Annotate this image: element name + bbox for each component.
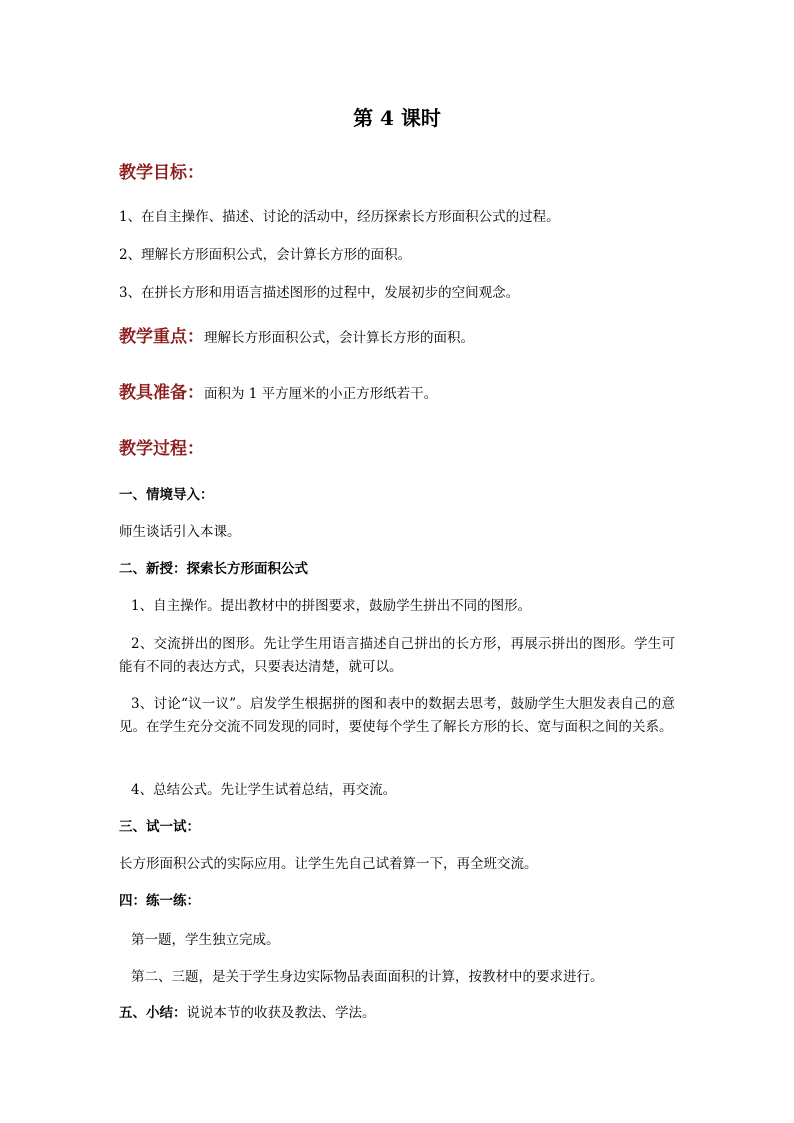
objective-item: 1、在自主操作、描述、讨论的活动中，经历探索长方形面积公式的过程。 — [119, 209, 560, 225]
process-heading: 教学过程： — [119, 439, 204, 459]
section2-item: 4、总结公式。先让学生试着总结，再交流。 — [131, 782, 397, 798]
section3-text: 长方形面积公式的实际应用。让学生先自己试着算一下，再全班交流。 — [119, 856, 538, 872]
section5-text: 说说本节的收获及教法、学法。 — [186, 1005, 376, 1021]
materials-heading: 教具准备： — [119, 383, 204, 403]
section2-item: 3、讨论“议一议”。启发学生根据拼的图和表中的数据去思考，鼓励学生大胆发表自己的意见。在学生充分交流不同发现的同时，要使每个学生了解长方形的长、宽与面积之间的关系。 — [119, 696, 675, 735]
section4-item: 第二、三题，是关于学生身边实际物品表面面积的计算，按教材中的要求进行。 — [131, 969, 604, 985]
key-point-heading: 教学重点： — [119, 327, 204, 347]
key-point-text: 理解长方形面积公式，会计算长方形的面积。 — [204, 330, 474, 346]
section1-heading: 一、情境导入： — [119, 487, 214, 503]
materials-row — [119, 382, 675, 406]
page-title: 第 4 课时 — [353, 106, 441, 130]
section5-row — [119, 1002, 675, 1025]
key-point-row — [119, 326, 675, 350]
section4-heading: 四：练一练： — [119, 893, 200, 909]
section2-item: 2、交流拼出的图形。先让学生用语言描述自己拼出的长方形，再展示拼出的图形。学生可能有不同的表达方式，只要表达清楚，就可以。 — [119, 636, 675, 675]
section5-heading: 五、小结： — [119, 1005, 187, 1021]
objective-item: 3、在拼长方形和用语言描述图形的过程中，发展初步的空间观念。 — [119, 285, 520, 301]
objective-item: 2、理解长方形面积公式，会计算长方形的面积。 — [119, 247, 412, 263]
section3-heading: 三、试一试： — [119, 819, 200, 835]
materials-text: 面积为 1 平方厘米的小正方形纸若干。 — [204, 386, 438, 402]
section1-text: 师生谈话引入本课。 — [119, 524, 241, 540]
section2-heading: 二、新授：探索长方形面积公式 — [119, 561, 308, 577]
section2-item: 1、自主操作。提出教材中的拼图要求，鼓励学生拼出不同的图形。 — [131, 598, 532, 614]
objectives-heading: 教学目标： — [119, 163, 204, 183]
section4-item: 第一题，学生独立完成。 — [131, 932, 280, 948]
